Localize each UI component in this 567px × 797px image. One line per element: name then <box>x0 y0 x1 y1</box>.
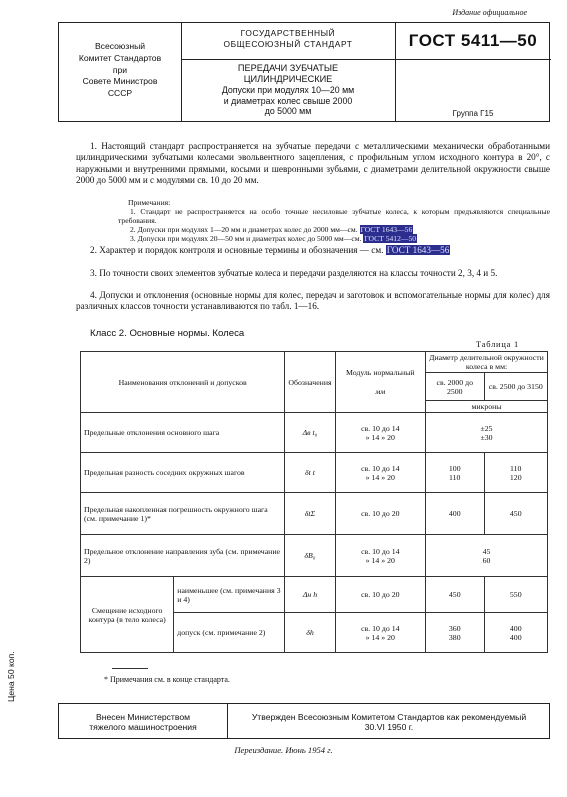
header-block <box>58 22 550 122</box>
col-diameter-header: Диаметр делительной окружности колеса в мм: <box>426 352 548 373</box>
unit-row: микроны <box>426 401 548 413</box>
table-label: Таблица 1 <box>476 340 520 349</box>
standard-code: ГОСТ 5411—50 <box>408 31 538 50</box>
paragraph-3: 3. По точности своих элементов зубчатые колеса и передачи разделяются на классы точности 2, 3, 4 и 5. <box>90 268 498 278</box>
table-row: Предельная накопленная погрешность окружного шага (см. примечание 1)* δtΣ св. 10 до 20 400 450 <box>81 493 548 535</box>
standard-subtitle: Допуски при модулях 10—20 мм и диаметрах колес свыше 2000 до 5000 мм <box>221 85 355 117</box>
note-3: 3. Допуски при модулях 20—50 мм и диаметрах колес до 5000 мм—см. ГОСТ 5412—50 <box>130 234 417 243</box>
paragraph-2-ref: ГОСТ 1643—56 <box>386 245 450 255</box>
col-symbol-header: Обозначения <box>285 352 335 413</box>
price-label: Цена 50 коп. <box>6 651 16 702</box>
group-label: Группа Г15 <box>452 109 494 118</box>
table-row: Предельное отклонение направления зуба (см. примечание 2) δB₀ св. 10 до 14 » 14 » 20 45 60 <box>81 535 548 577</box>
footer-right: Утвержден Всесоюзным Комитетом Стандартов как рекомендуемый 30.VI 1950 г. <box>251 712 527 732</box>
note-2-ref: ГОСТ 1643—56 <box>360 225 413 234</box>
table-1 <box>80 351 548 653</box>
table-row: Предельные отклонения основного шага Δв t₀ св. 10 до 14 » 14 » 20 ±25 ±30 <box>81 413 548 453</box>
note-3-ref: ГОСТ 5412—50 <box>364 234 417 243</box>
col-d1-header: св. 2000 до 2500 <box>426 373 485 401</box>
note-1: 1. Стандарт не распространяется на особо точные несиловые зубчатые колеса, к которым предъявляются специальные требования. <box>118 207 550 226</box>
paragraph-4: 4. Допуски и отклонения (основные нормы для колес, передач и заготовок и вспомогательные нормы для колес) для различных классов точности устанавливаются по табл. 1—16. <box>76 290 550 312</box>
footnote-rule <box>112 668 148 669</box>
class-title: Класс 2. Основные нормы. Колеса <box>90 328 245 339</box>
col-name-header: Наименования отклонений и допусков <box>81 352 285 413</box>
col-module-header: Модуль нормальный мм <box>335 352 425 413</box>
notes-title: Примечания: <box>128 198 171 207</box>
paragraph-1: 1. Настоящий стандарт распространяется на зубчатые передачи с металлическими механически обработанными цилиндрическими зубчатыми колесами эвольвентного зацепления, с профильным углом исходного контура в 20°, с наружными и внутренними прямыми, косыми и шевронными зубьями, с диаметрами делительной окружности свыше 2000 до 5000 мм и с модулями св. 10 до 20 мм. <box>76 141 550 185</box>
footer-left: Внесен Министерством тяжелого машиностроения <box>89 712 197 732</box>
footer-block <box>58 703 550 739</box>
col-d2-header: св. 2500 до 3150 <box>484 373 547 401</box>
authority: Всесоюзный Комитет Стандартов при Совете Министров СССР <box>78 41 162 99</box>
table-row: Предельная разность соседних окружных шагов δt t св. 10 до 14 » 14 » 20 100 110 110 120 <box>81 453 548 493</box>
standard-title: ПЕРЕДАЧИ ЗУБЧАТЫЕ ЦИЛИНДРИЧЕСКИЕ <box>237 63 339 84</box>
note-2: 2. Допуски при модулях 1—20 мм и диаметрах колес до 2000 мм—см. ГОСТ 1643—56 <box>130 225 413 234</box>
reprint-label: Переиздание. Июнь 1954 г. <box>234 745 333 755</box>
standard-type: ГОСУДАРСТВЕННЫЙ ОБЩЕСОЮЗНЫЙ СТАНДАРТ <box>223 28 353 49</box>
paragraph-2: 2. Характер и порядок контроля и основные термины и обозначения — см. ГОСТ 1643—56 <box>90 245 450 255</box>
table-row: Смещение исходного контура (в тело колеса) наименьшее (см. примечания 3 и 4) Δн h св. 10 до 20 450 550 <box>81 577 548 613</box>
table-row: допуск (см. примечание 2) δh св. 10 до 14 » 14 » 20 360 380 400 400 <box>81 613 548 653</box>
edition-label: Издание официальное <box>452 8 527 17</box>
footnote: * Примечания см. в конце стандарта. <box>104 675 230 684</box>
